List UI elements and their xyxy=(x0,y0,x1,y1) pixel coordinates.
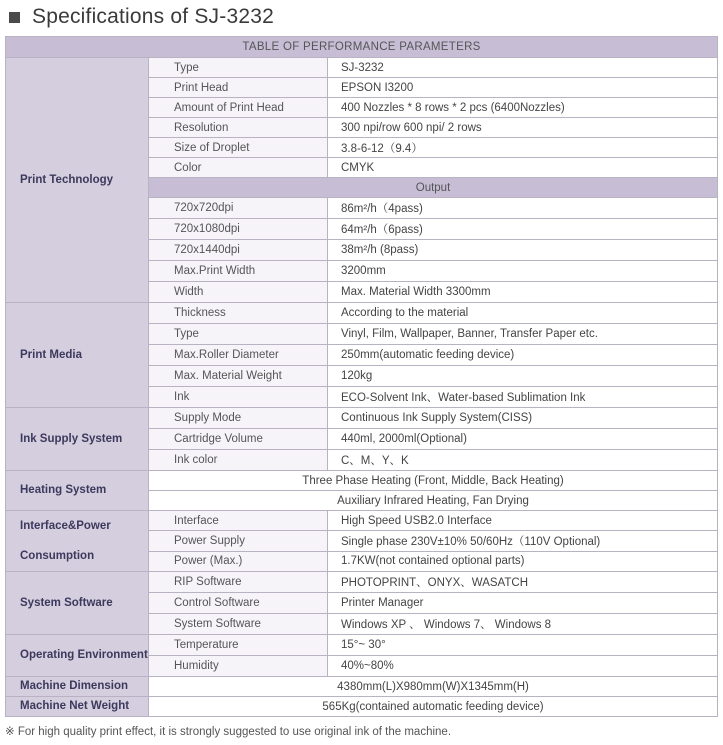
row-label: RIP Software xyxy=(149,572,328,593)
row-value: Continuous Ink Supply System(CISS) xyxy=(328,408,718,429)
row-value: Printer Manager xyxy=(328,593,718,614)
machine-dimension-value: 4380mm(L)X980mm(W)X1345mm(H) xyxy=(149,677,718,697)
row-label: 720x720dpi xyxy=(149,198,328,219)
table-title: TABLE OF PERFORMANCE PARAMETERS xyxy=(6,37,718,58)
row-label: Max.Print Width xyxy=(149,261,328,282)
row-value: 400 Nozzles * 8 rows * 2 pcs (6400Nozzles) xyxy=(328,98,718,118)
row-label: Type xyxy=(149,324,328,345)
row-value: 300 npi/row 600 npi/ 2 rows xyxy=(328,118,718,138)
row-label: Control Software xyxy=(149,593,328,614)
row-value: PHOTOPRINT、ONYX、WASATCH xyxy=(328,572,718,593)
row-label: Max. Material Weight xyxy=(149,366,328,387)
row-value: 38m²/h (8pass) xyxy=(328,240,718,261)
row-label: Size of Droplet xyxy=(149,138,328,158)
row-label: Ink xyxy=(149,387,328,408)
row-label: Amount of Print Head xyxy=(149,98,328,118)
category-operating-environment: Operating Environment xyxy=(6,635,149,677)
row-value: ECO-Solvent Ink、Water-based Sublimation Ink xyxy=(328,387,718,408)
square-bullet-icon xyxy=(9,12,20,23)
row-value: 3.8-6-12（9.4） xyxy=(328,138,718,158)
output-subheading: Output xyxy=(149,178,718,198)
row-value: Max. Material Width 3300mm xyxy=(328,282,718,303)
category-line: Consumption xyxy=(20,550,95,562)
category-system-software: System Software xyxy=(6,572,149,635)
category-machine-dimension: Machine Dimension xyxy=(6,677,149,697)
row-label: System Software xyxy=(149,614,328,635)
heating-line-2: Auxiliary Infrared Heating, Fan Drying xyxy=(149,491,718,511)
row-value: CMYK xyxy=(328,158,718,178)
row-label: Max.Roller Diameter xyxy=(149,345,328,366)
machine-weight-value: 565Kg(contained automatic feeding device) xyxy=(149,697,718,717)
row-value: High Speed USB2.0 Interface xyxy=(328,511,718,531)
row-value: EPSON I3200 xyxy=(328,78,718,98)
row-value: C、M、Y、K xyxy=(328,450,718,471)
category-heating: Heating System xyxy=(6,471,149,511)
category-line: Interface&Power xyxy=(20,520,111,532)
row-label: Thickness xyxy=(149,303,328,324)
performance-table xyxy=(5,36,718,717)
row-value: Single phase 230V±10% 50/60Hz（110V Optional) xyxy=(328,531,718,551)
row-value: 40%~80% xyxy=(328,656,718,677)
category-interface-power xyxy=(6,511,149,572)
category-print-media: Print Media xyxy=(6,303,149,408)
row-label: Print Head xyxy=(149,78,328,98)
page-title: Specifications of SJ-3232 xyxy=(32,5,274,28)
row-label: 720x1080dpi xyxy=(149,219,328,240)
row-value: 250mm(automatic feeding device) xyxy=(328,345,718,366)
row-label: Power (Max.) xyxy=(149,551,328,571)
page-heading xyxy=(6,2,274,32)
row-value: 86m²/h（4pass) xyxy=(328,198,718,219)
category-ink-supply: Ink Supply System xyxy=(6,408,149,471)
row-value: 1.7KW(not contained optional parts) xyxy=(328,551,718,571)
row-label: Supply Mode xyxy=(149,408,328,429)
row-value: SJ-3232 xyxy=(328,58,718,78)
heating-line-1: Three Phase Heating (Front, Middle, Back Heating) xyxy=(149,471,718,491)
row-label: 720x1440dpi xyxy=(149,240,328,261)
row-value: According to the material xyxy=(328,303,718,324)
row-label: Humidity xyxy=(149,656,328,677)
row-label: Type xyxy=(149,58,328,78)
footnote: ※ For high quality print effect, it is strongly suggested to use original ink of the machine. xyxy=(5,726,452,738)
row-value: Windows XP 、 Windows 7、 Windows 8 xyxy=(328,614,718,635)
row-value: 440ml, 2000ml(Optional) xyxy=(328,429,718,450)
row-label: Ink color xyxy=(149,450,328,471)
row-label: Power Supply xyxy=(149,531,328,551)
row-label: Temperature xyxy=(149,635,328,656)
row-label: Cartridge Volume xyxy=(149,429,328,450)
row-label: Interface xyxy=(149,511,328,531)
category-print-technology: Print Technology xyxy=(6,58,149,303)
row-label: Color xyxy=(149,158,328,178)
category-machine-weight: Machine Net Weight xyxy=(6,697,149,717)
row-label: Width xyxy=(149,282,328,303)
row-value: 15°~ 30° xyxy=(328,635,718,656)
row-value: Vinyl, Film, Wallpaper, Banner, Transfer Paper etc. xyxy=(328,324,718,345)
row-value: 120kg xyxy=(328,366,718,387)
row-value: 64m²/h（6pass) xyxy=(328,219,718,240)
row-value: 3200mm xyxy=(328,261,718,282)
row-label: Resolution xyxy=(149,118,328,138)
